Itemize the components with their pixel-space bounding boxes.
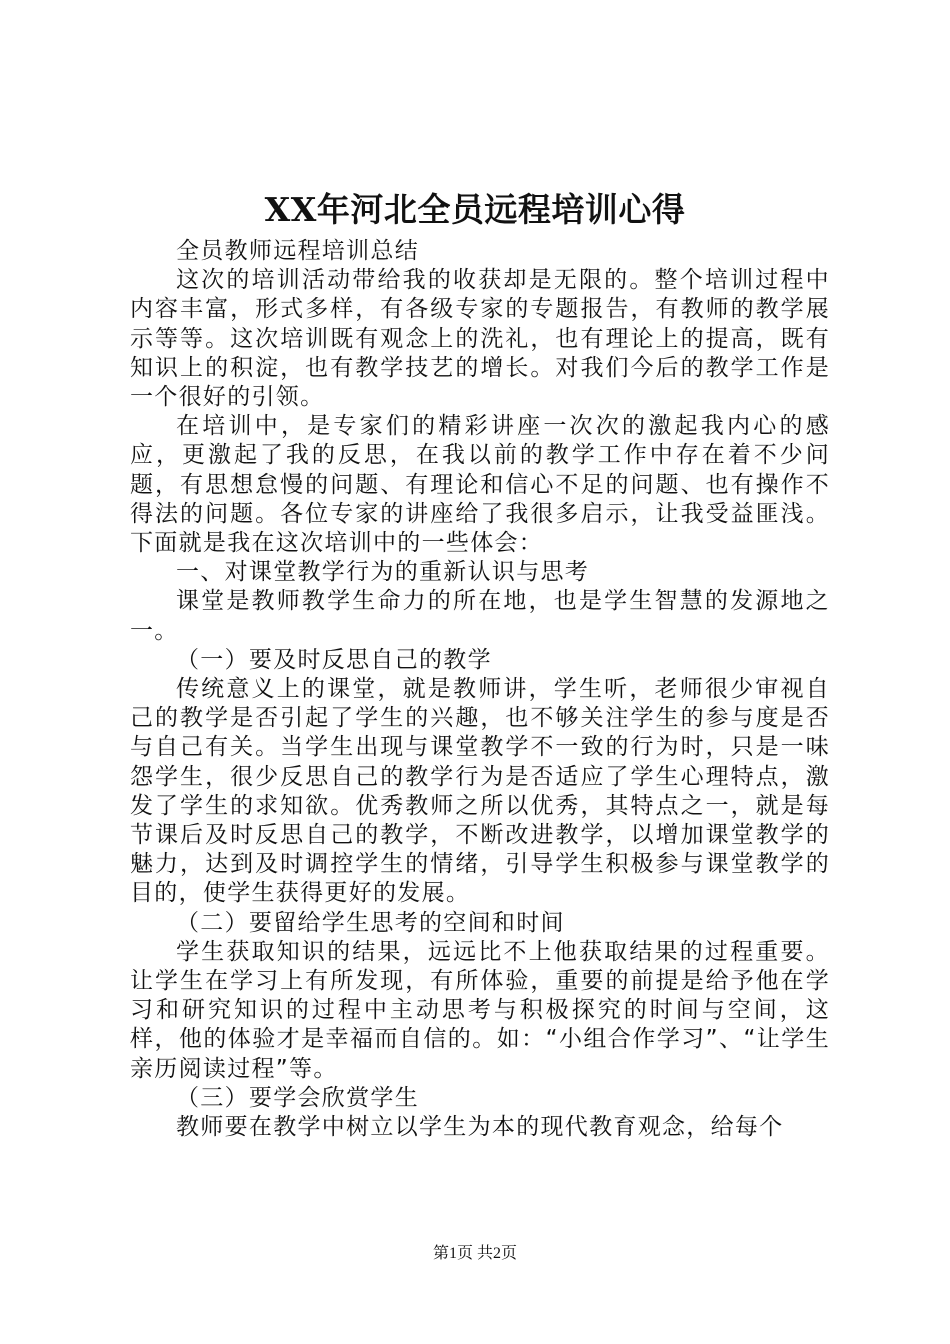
- paragraph-thinking-space: 学生获取知识的结果，远远比不上他获取结果的过程重要。让学生在学习上有所发现，有所体验，重要的前提是给予他在学习和研究知识的过程中主动思考与积极探究的时间与空间，这样，他的体验才是幸福而自信的。如：“小组合作学习”、“让学生亲历阅读过程”等。: [130, 938, 830, 1082]
- subsection-heading-2: （二）要留给学生思考的空间和时间: [176, 909, 565, 936]
- paragraph-intro: 这次的培训活动带给我的收获却是无限的。整个培训过程中内容丰富，形式多样，有各级专家的专题报告，有教师的教学展示等等。这次培训既有观念上的洗礼，也有理论上的提高，既有知识上的积淀，也有教学技艺的增长。对我们今后的教学工作是一个很好的引领。: [130, 267, 830, 411]
- paragraph-reflection: 在培训中，是专家们的精彩讲座一次次的激起我内心的感应，更激起了我的反思，在我以前的教学工作中存在着不少问题，有思想怠慢的问题、有理论和信心不足的问题、也有操作不得法的问题。各位专家的讲座给了我很多启示，让我受益匪浅。下面就是我在这次培训中的一些体会：: [130, 413, 830, 557]
- section-heading-1: 一、对课堂教学行为的重新认识与思考: [176, 559, 590, 586]
- subsection-heading-3: （三）要学会欣赏学生: [176, 1084, 419, 1111]
- paragraph-reflect-teaching: 传统意义上的课堂，就是教师讲，学生听，老师很少审视自己的教学是否引起了学生的兴趣，也不够关注学生的参与度是否与自己有关。当学生出现与课堂教学不一致的行为时，只是一味怨学生，很少反思自己的教学行为是否适应了学生心理特点，激发了学生的求知欲。优秀教师之所以优秀，其特点之一，就是每节课后及时反思自己的教学，不断改进教学，以增加课堂教学的魅力，达到及时调控学生的情绪，引导学生积极参与课堂教学的目的，使学生获得更好的发展。: [130, 676, 830, 907]
- paragraph-appreciate-students: 教师要在教学中树立以学生为本的现代教育观念，给每个: [176, 1114, 784, 1141]
- document-title: XX年河北全员远程培训心得: [264, 190, 686, 229]
- paragraph-subtitle: 全员教师远程培训总结: [176, 238, 419, 264]
- page-number-footer: 第1页 共2页: [432, 1245, 517, 1262]
- document-body: [130, 237, 830, 1142]
- paragraph-classroom: 课堂是教师教学生命力的所在地，也是学生智慧的发源地之一。: [130, 588, 830, 644]
- subsection-heading-1: （一）要及时反思自己的教学: [176, 646, 492, 673]
